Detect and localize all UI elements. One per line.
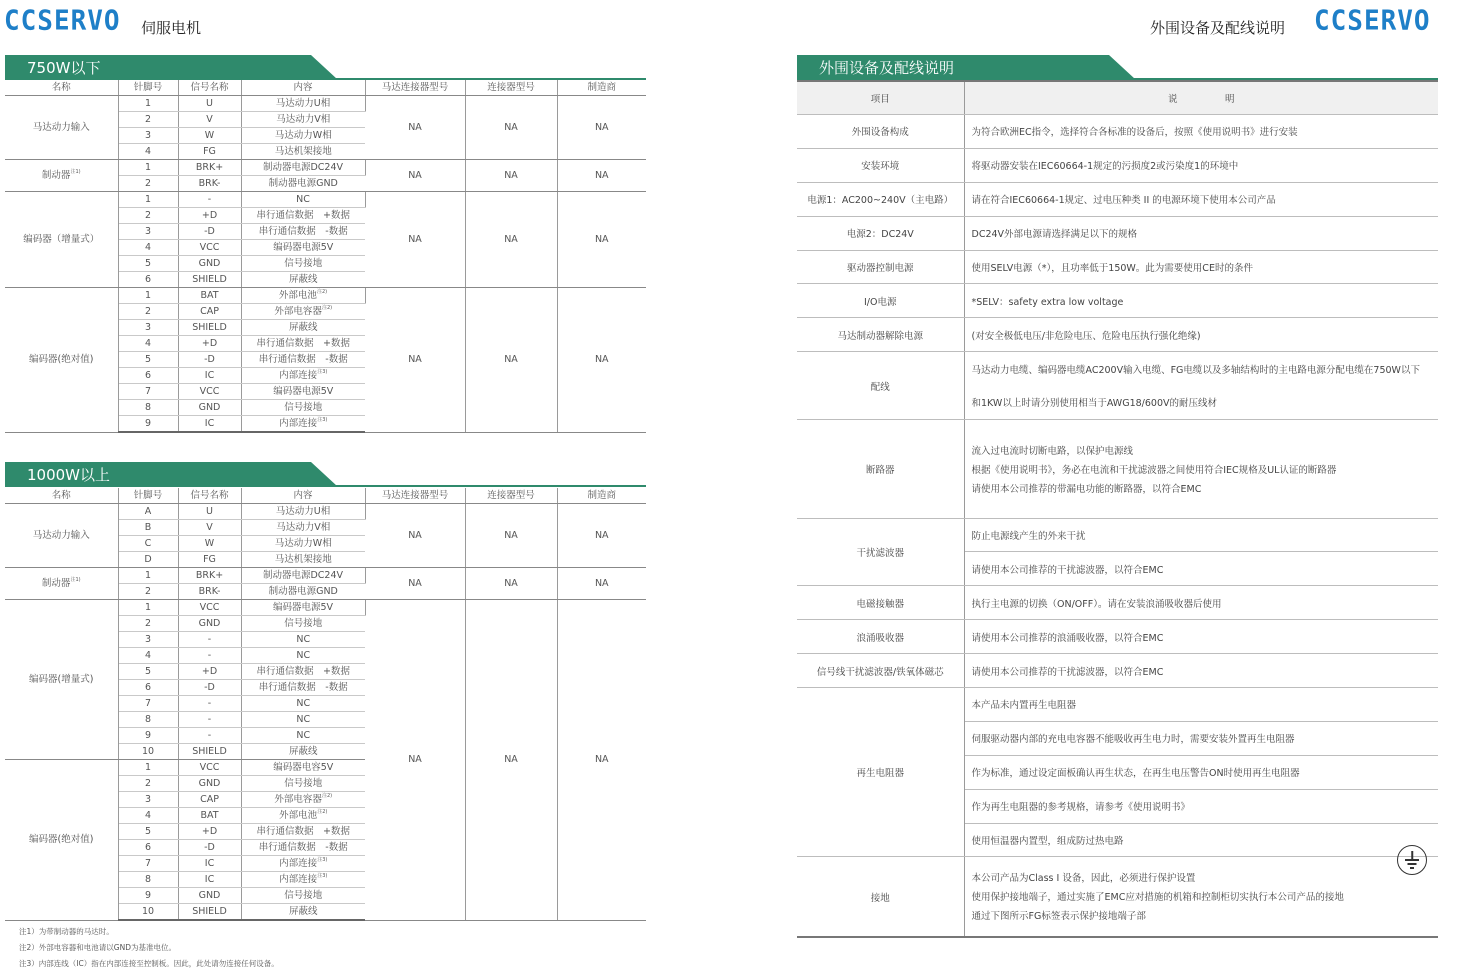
cell-motor-connector: NA: [365, 600, 465, 921]
cell-pin: 4: [118, 648, 178, 664]
cell-signal: -D: [178, 224, 241, 240]
cell-pin: 3: [118, 224, 178, 240]
logo-left: CCSERVO: [4, 5, 121, 37]
cell-pin: 9: [118, 728, 178, 744]
item-description: 请使用本公司推荐的带漏电功能的断路器，以符合EMC: [964, 481, 1438, 519]
cell-pin: 3: [118, 320, 178, 336]
pin-table-750w: [5, 80, 646, 433]
table-header-row: [797, 81, 1438, 115]
cell-signal: IC: [178, 416, 241, 433]
cell-content: NC: [241, 648, 365, 664]
cell-content: 内部连接$^{注3)}$: [241, 872, 365, 888]
cell-pin: 6: [118, 368, 178, 384]
table-row: [5, 568, 646, 584]
cell-pin: 5: [118, 256, 178, 272]
group-name: 马达动力输入: [5, 504, 118, 568]
group-name: 编码器(绝对值): [5, 760, 118, 921]
cell-pin: 1: [118, 600, 178, 616]
cell-pin: 9: [118, 888, 178, 904]
cell-content: 信号接地: [241, 256, 365, 272]
protective-earth-icon: [1397, 845, 1427, 875]
column-header-desc: 说 明: [964, 81, 1438, 115]
table-row: [5, 504, 646, 520]
cell-content: 串行通信数据 +数据: [241, 208, 365, 224]
cell-signal: BRK-: [178, 584, 241, 600]
item-name: 电磁接触器: [797, 586, 964, 620]
cell-signal: U: [178, 96, 241, 112]
column-header: 名称: [5, 80, 118, 96]
group-name: 编码器(增量式): [5, 600, 118, 760]
cell-signal: -: [178, 728, 241, 744]
column-header: 连接器型号: [465, 488, 557, 504]
cell-pin: D: [118, 552, 178, 568]
cell-pin: 2: [118, 616, 178, 632]
cell-connector: NA: [465, 504, 557, 568]
cell-content: 串行通信数据 +数据: [241, 664, 365, 680]
table-row: [797, 115, 1438, 149]
column-header: 制造商: [557, 80, 646, 96]
table-row: [797, 518, 1438, 552]
pin-table-1000w: [5, 488, 646, 921]
cell-signal: SHIELD: [178, 320, 241, 336]
note-ref: 注1): [70, 169, 81, 175]
table-row: [797, 352, 1438, 386]
cell-pin: 3: [118, 792, 178, 808]
item-name: 断路器: [797, 420, 964, 518]
cell-content: 编码器电容5V: [241, 760, 365, 776]
cell-signal: CAP: [178, 304, 241, 320]
cell-motor-connector: NA: [365, 504, 465, 568]
table-row: [797, 620, 1438, 654]
item-name: 干扰滤波器: [797, 518, 964, 586]
section-band-1000w: [5, 462, 646, 486]
cell-content: 信号接地: [241, 776, 365, 792]
cell-pin: 7: [118, 384, 178, 400]
cell-content: 马达动力U相: [241, 96, 365, 112]
item-name: 电源1：AC200~240V（主电路）: [797, 182, 964, 216]
section-title-1000w: 1000W以上: [27, 466, 111, 484]
cell-content: 内部连接$^{注3)}$: [241, 368, 365, 384]
column-header: 马达连接器型号: [365, 488, 465, 504]
item-name: 安装环境: [797, 148, 964, 182]
cell-signal: BAT: [178, 808, 241, 824]
cell-signal: BRK+: [178, 160, 241, 176]
column-header: 针脚号: [118, 80, 178, 96]
table-row: [5, 192, 646, 208]
cell-signal: -: [178, 192, 241, 208]
cell-manufacturer: NA: [557, 288, 646, 433]
item-description: 作为再生电阻器的参考规格，请参考《使用说明书》: [964, 789, 1438, 823]
cell-motor-connector: NA: [365, 568, 465, 600]
table-row: [5, 160, 646, 176]
item-name: 电源2：DC24V: [797, 216, 964, 250]
cell-pin: 6: [118, 680, 178, 696]
cell-connector: NA: [465, 600, 557, 921]
cell-manufacturer: NA: [557, 504, 646, 568]
cell-pin: 9: [118, 416, 178, 433]
note-ref: 注2): [321, 793, 333, 799]
item-description: 使用保护接地端子，通过实施了EMC应对措施的机箱和控制柜切实执行本公司产品的接地: [971, 892, 1344, 904]
cell-signal: -D: [178, 352, 241, 368]
cell-pin: 8: [118, 872, 178, 888]
item-description: 马达动力电缆、编码器电缆AC200V输入电缆、FG电缆以及多轴结构时的主电路电源分配电缆在750W以下: [971, 364, 1420, 376]
cell-pin: 2: [118, 304, 178, 320]
cell-pin: B: [118, 520, 178, 536]
cell-pin: 2: [118, 112, 178, 128]
cell-content: 屏蔽线: [241, 320, 365, 336]
cell-manufacturer: NA: [557, 600, 646, 921]
table-row: [797, 586, 1438, 620]
cell-pin: 3: [118, 128, 178, 144]
column-header: 马达连接器型号: [365, 80, 465, 96]
item-description: 请使用本公司推荐的干扰滤波器，以符合EMC: [964, 552, 1438, 586]
item-description: 使用SELV电源（*），且功率低于150W。此为需要使用CE时的条件: [964, 250, 1438, 284]
logo-right: CCSERVO: [1314, 5, 1431, 37]
item-name: 驱动器控制电源: [797, 250, 964, 284]
item-description: 和1KW以上时请分别使用相当于AWG18/600V的耐压线材: [964, 386, 1438, 420]
cell-signal: -D: [178, 840, 241, 856]
group-name: 编码器(绝对值): [5, 288, 118, 433]
group-name: 制动器$^{注1)}$: [5, 160, 118, 192]
cell-signal: IC: [178, 872, 241, 888]
cell-pin: 6: [118, 272, 178, 288]
table-row: [5, 600, 646, 616]
note-ref: 注2): [316, 289, 328, 295]
cell-content: 制动器电源DC24V: [241, 160, 365, 176]
cell-signal: IC: [178, 856, 241, 872]
table-row: [797, 284, 1438, 318]
cell-signal: FG: [178, 144, 241, 160]
cell-content: 马达动力V相: [241, 112, 365, 128]
cell-content: 外部电池$^{注2)}$: [241, 808, 365, 824]
cell-content: 马达动力U相: [241, 504, 365, 520]
section-title-peripheral: 外围设备及配线说明: [819, 59, 955, 77]
cell-signal: GND: [178, 400, 241, 416]
cell-content: NC: [241, 696, 365, 712]
cell-content: NC: [241, 712, 365, 728]
item-name: 接地: [797, 857, 964, 937]
cell-signal: +D: [178, 336, 241, 352]
cell-content: 信号接地: [241, 400, 365, 416]
cell-pin: 5: [118, 664, 178, 680]
cell-signal: GND: [178, 256, 241, 272]
cell-content: 马达机架接地: [241, 552, 365, 568]
item-description: 请使用本公司推荐的干扰滤波器，以符合EMC: [964, 654, 1438, 688]
cell-pin: 8: [118, 400, 178, 416]
cell-content: 马达动力V相: [241, 520, 365, 536]
column-header-item: 项目: [797, 81, 964, 115]
cell-content: 外部电容器$^{注2)}$: [241, 792, 365, 808]
cell-content: 马达动力W相: [241, 128, 365, 144]
item-name: 再生电阻器: [797, 687, 964, 856]
peripheral-table: [797, 80, 1438, 938]
item-description: *SELV：safety extra low voltage: [964, 284, 1438, 318]
cell-pin: 4: [118, 144, 178, 160]
item-description: 为符合欧洲EC指令，选择符合各标准的设备后，按照《使用说明书》进行安装: [964, 115, 1438, 149]
page-subtitle-left: 伺服电机: [141, 19, 202, 37]
cell-pin: 4: [118, 808, 178, 824]
item-name: 信号线干扰滤波器/铁氧体磁芯: [797, 654, 964, 688]
item-description: 流入过电流时切断电路，以保护电源线: [971, 446, 1134, 458]
note-2: 注2）外部电容器和电池请以GND为基准电位。: [19, 943, 176, 952]
item-description: 作为标准，通过设定面板确认再生状态，在再生电压警告ON时使用再生电阻器: [964, 755, 1438, 789]
cell-signal: -: [178, 712, 241, 728]
table-row: [797, 216, 1438, 250]
cell-pin: 3: [118, 632, 178, 648]
cell-content: 信号接地: [241, 616, 365, 632]
cell-signal: BRK-: [178, 176, 241, 192]
section-band-peripheral: [797, 55, 1438, 79]
cell-connector: NA: [465, 96, 557, 160]
cell-signal: FG: [178, 552, 241, 568]
section-title-750w: 750W以下: [27, 59, 101, 77]
cell-motor-connector: NA: [365, 192, 465, 288]
cell-signal: -: [178, 648, 241, 664]
cell-content: 信号接地: [241, 888, 365, 904]
cell-signal: VCC: [178, 384, 241, 400]
column-header: 制造商: [557, 488, 646, 504]
item-description: 根据《使用说明书》，务必在电流和干扰滤波器之间使用符合IEC规格及UL认证的断路器: [971, 464, 1337, 476]
cell-pin: 2: [118, 208, 178, 224]
cell-pin: 2: [118, 776, 178, 792]
cell-content: 编码器电源5V: [241, 600, 365, 616]
cell-pin: 2: [118, 176, 178, 192]
item-description: 本公司产品为Class I 设备，因此，必须进行保护设置: [971, 873, 1196, 885]
cell-pin: 1: [118, 760, 178, 776]
item-description: 请在符合IEC60664-1规定、过电压种类 II 的电源环境下使用本公司产品: [964, 182, 1438, 216]
cell-signal: +D: [178, 664, 241, 680]
cell-content: 制动器电源GND: [241, 584, 365, 600]
cell-signal: VCC: [178, 240, 241, 256]
cell-content: NC: [241, 632, 365, 648]
cell-content: 内部连接$^{注3)}$: [241, 856, 365, 872]
cell-signal: W: [178, 536, 241, 552]
cell-connector: NA: [465, 568, 557, 600]
cell-content: 串行通信数据 -数据: [241, 224, 365, 240]
cell-signal: V: [178, 112, 241, 128]
table-row: [797, 857, 1438, 885]
item-description: 使用恒温器内置型，组成防过热电路: [964, 823, 1438, 857]
column-header: 连接器型号: [465, 80, 557, 96]
group-name: 马达动力输入: [5, 96, 118, 160]
cell-signal: SHIELD: [178, 272, 241, 288]
cell-pin: 7: [118, 856, 178, 872]
cell-content: 屏蔽线: [241, 744, 365, 760]
column-header: 信号名称: [178, 488, 241, 504]
table-row: [5, 288, 646, 304]
column-header: 名称: [5, 488, 118, 504]
cell-pin: 8: [118, 712, 178, 728]
item-name: 配线: [797, 352, 964, 420]
table-row: [797, 182, 1438, 216]
cell-content: 内部连接$^{注3)}$: [241, 416, 365, 433]
cell-content: 马达动力W相: [241, 536, 365, 552]
cell-manufacturer: NA: [557, 568, 646, 600]
item-description: (对安全极低电压/非危险电压、危险电压执行强化绝缘): [964, 318, 1438, 352]
cell-manufacturer: NA: [557, 160, 646, 192]
cell-content: 编码器电源5V: [241, 384, 365, 400]
cell-signal: SHIELD: [178, 904, 241, 921]
cell-content: 外部电容器$^{注2)}$: [241, 304, 365, 320]
cell-signal: VCC: [178, 760, 241, 776]
column-header: 内容: [241, 488, 365, 504]
cell-pin: 10: [118, 904, 178, 921]
column-header: 内容: [241, 80, 365, 96]
cell-signal: -: [178, 696, 241, 712]
cell-pin: C: [118, 536, 178, 552]
cell-content: 串行通信数据 +数据: [241, 336, 365, 352]
note-3: 注3）内部连线（IC）指在内部连接至控制板。因此，此处请勿连接任何设备。: [19, 959, 279, 968]
cell-content: NC: [241, 728, 365, 744]
item-description: 通过下图所示FG标签表示保护接地端子部: [964, 908, 1438, 937]
note-ref: 注3): [317, 369, 328, 375]
cell-pin: 1: [118, 160, 178, 176]
group-name: 制动器$^{注1)}$: [5, 568, 118, 600]
cell-pin: 6: [118, 840, 178, 856]
cell-content: 制动器电源DC24V: [241, 568, 365, 584]
cell-signal: V: [178, 520, 241, 536]
table-row: [797, 687, 1438, 721]
section-band-750w: [5, 55, 646, 79]
cell-pin: 10: [118, 744, 178, 760]
note-ref: 注1): [70, 577, 81, 583]
item-description: DC24V外部电源请选择满足以下的规格: [964, 216, 1438, 250]
cell-motor-connector: NA: [365, 160, 465, 192]
page-title-right: 外围设备及配线说明: [1150, 19, 1286, 37]
cell-content: 编码器电源5V: [241, 240, 365, 256]
table-row: [797, 318, 1438, 352]
cell-content: 串行通信数据 -数据: [241, 680, 365, 696]
cell-pin: 1: [118, 192, 178, 208]
cell-signal: W: [178, 128, 241, 144]
cell-signal: VCC: [178, 600, 241, 616]
cell-pin: 1: [118, 288, 178, 304]
cell-connector: NA: [465, 288, 557, 433]
cell-pin: 1: [118, 568, 178, 584]
item-name: I/O电源: [797, 284, 964, 318]
cell-manufacturer: NA: [557, 96, 646, 160]
item-description: 防止电源线产生的外来干扰: [964, 518, 1438, 552]
cell-content: NC: [241, 192, 365, 208]
item-name: 浪涌吸收器: [797, 620, 964, 654]
cell-signal: BRK+: [178, 568, 241, 584]
item-description: 本产品未内置再生电阻器: [964, 687, 1438, 721]
cell-signal: BAT: [178, 288, 241, 304]
item-description: 请使用本公司推荐的浪涌吸收器，以符合EMC: [964, 620, 1438, 654]
table-row: [797, 148, 1438, 182]
table-row: [797, 654, 1438, 688]
cell-content: 串行通信数据 -数据: [241, 840, 365, 856]
cell-pin: 4: [118, 240, 178, 256]
cell-signal: -D: [178, 680, 241, 696]
cell-content: 串行通信数据 +数据: [241, 824, 365, 840]
item-name: 马达制动器解除电源: [797, 318, 964, 352]
cell-content: 外部电池$^{注2)}$: [241, 288, 365, 304]
note-ref: 注2): [321, 305, 333, 311]
note-ref: 注2): [317, 809, 328, 815]
item-description: 将驱动器安装在IEC60664-1规定的污损度2或污染度1的环境中: [964, 148, 1438, 182]
note-ref: 注3): [317, 873, 328, 879]
table-row: [797, 420, 1438, 458]
cell-content: 串行通信数据 -数据: [241, 352, 365, 368]
cell-signal: SHIELD: [178, 744, 241, 760]
cell-signal: IC: [178, 368, 241, 384]
cell-signal: CAP: [178, 792, 241, 808]
cell-connector: NA: [465, 192, 557, 288]
cell-motor-connector: NA: [365, 288, 465, 433]
item-description: 执行主电源的切换（ON/OFF）。请在安装浪涌吸收器后使用: [964, 586, 1438, 620]
cell-pin: 5: [118, 824, 178, 840]
cell-connector: NA: [465, 160, 557, 192]
cell-manufacturer: NA: [557, 192, 646, 288]
cell-content: 制动器电源GND: [241, 176, 365, 192]
column-header: 针脚号: [118, 488, 178, 504]
cell-pin: 4: [118, 336, 178, 352]
cell-signal: U: [178, 504, 241, 520]
cell-signal: GND: [178, 888, 241, 904]
table-row: [5, 96, 646, 112]
cell-pin: 2: [118, 584, 178, 600]
cell-signal: -: [178, 632, 241, 648]
cell-pin: 7: [118, 696, 178, 712]
cell-motor-connector: NA: [365, 96, 465, 160]
note-ref: 注3): [317, 417, 328, 423]
item-name: 外围设备构成: [797, 115, 964, 149]
cell-signal: +D: [178, 824, 241, 840]
cell-signal: GND: [178, 776, 241, 792]
note-1: 注1）为带制动器的马达时。: [19, 927, 114, 936]
cell-content: 屏蔽线: [241, 904, 365, 921]
cell-pin: 5: [118, 352, 178, 368]
item-description: 伺服驱动器内部的充电电容器不能吸收再生电力时，需要安装外置再生电阻器: [964, 721, 1438, 755]
cell-pin: A: [118, 504, 178, 520]
note-ref: 注3): [317, 857, 328, 863]
group-name: 编码器（增量式）: [5, 192, 118, 288]
cell-signal: +D: [178, 208, 241, 224]
cell-pin: 1: [118, 96, 178, 112]
cell-content: 屏蔽线: [241, 272, 365, 288]
cell-content: 马达机架接地: [241, 144, 365, 160]
table-row: [797, 250, 1438, 284]
column-header: 信号名称: [178, 80, 241, 96]
cell-signal: GND: [178, 616, 241, 632]
